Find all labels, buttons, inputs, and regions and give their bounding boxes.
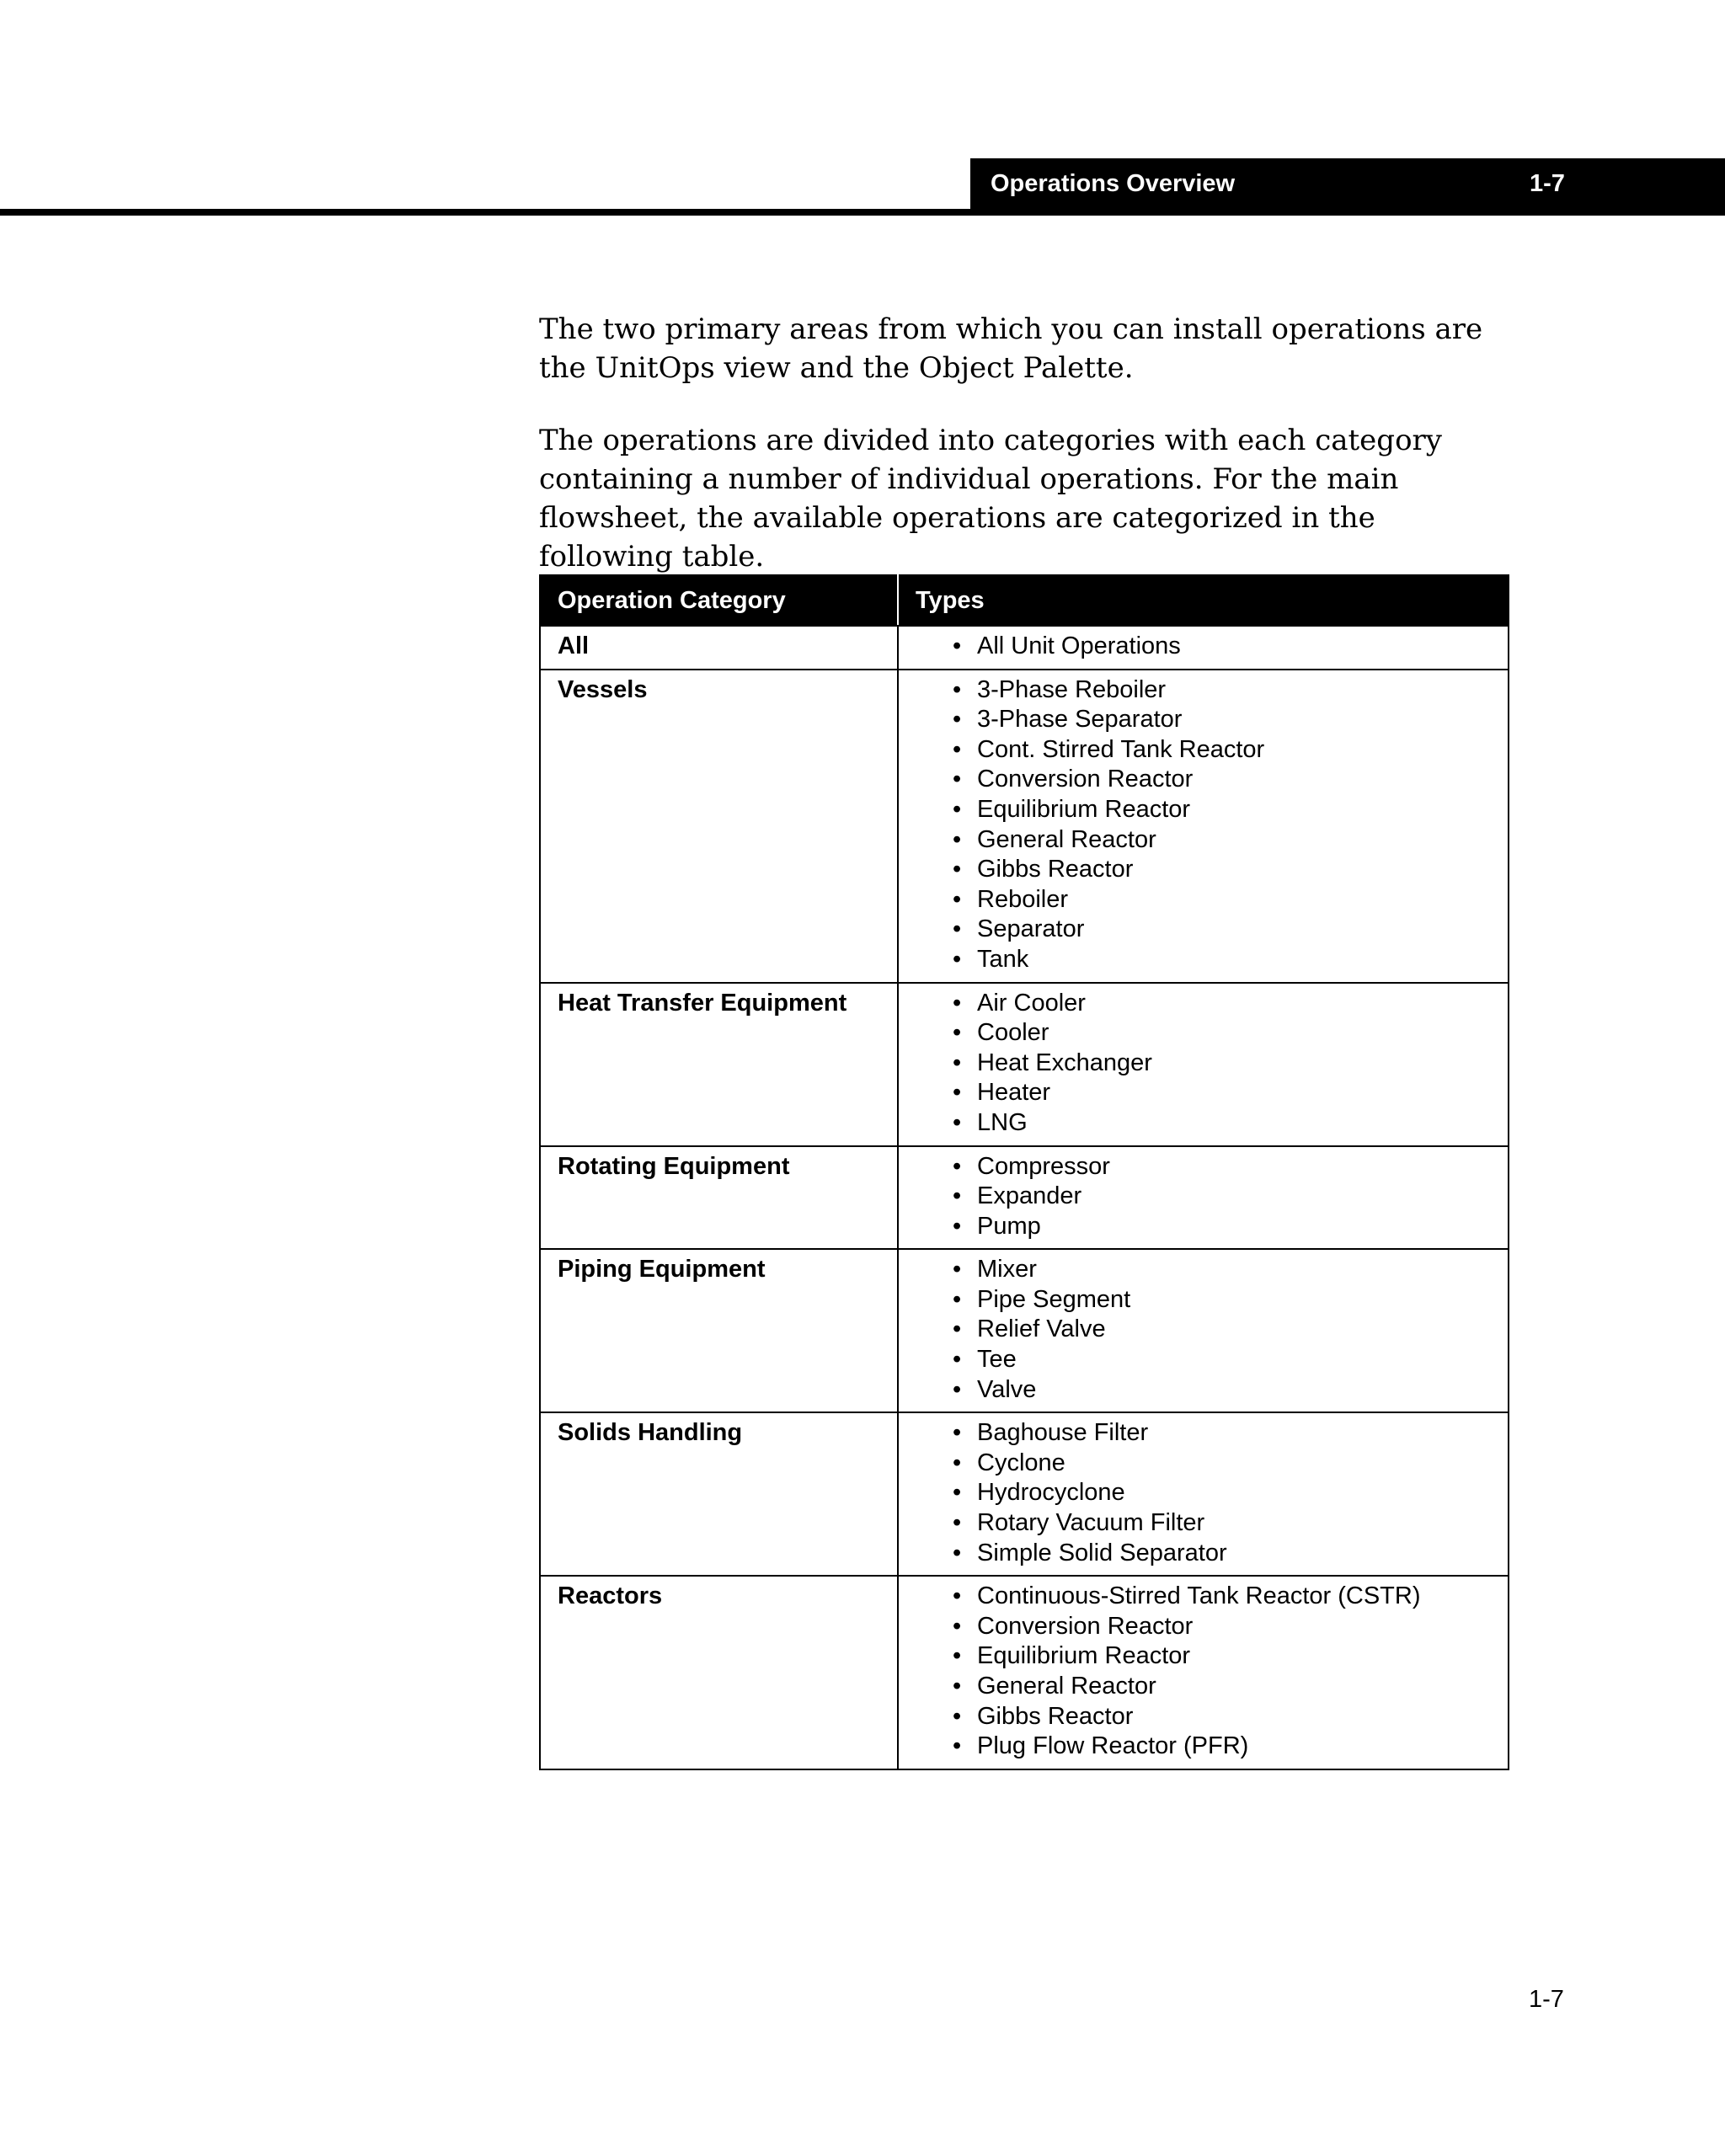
bullet-icon: • [953,1732,962,1760]
header-types: Types [898,575,1509,626]
type-label: Tee [977,1346,1017,1374]
type-label: Conversion Reactor [977,1612,1194,1640]
type-label: Conversion Reactor [977,766,1194,793]
type-label: Compressor [977,1152,1110,1180]
category-cell: All [540,626,898,670]
type-label: Hydrocyclone [977,1479,1125,1507]
list-item [899,855,1491,885]
bullet-icon: • [953,1182,962,1210]
list-item [899,1508,1491,1539]
bullet-icon: • [953,885,962,913]
bullet-icon: • [953,1419,962,1447]
list-item [899,1255,1491,1285]
bullet-icon: • [953,1612,962,1640]
list-item [899,675,1491,706]
type-label: Gibbs Reactor [977,856,1134,883]
bullet-icon: • [953,1449,962,1476]
types-cell [898,1146,1509,1250]
list-item [899,795,1491,825]
type-label: Gibbs Reactor [977,1702,1134,1730]
bullet-icon: • [953,632,962,659]
type-label: Valve [977,1375,1037,1403]
bullet-icon: • [953,706,962,734]
running-header [970,158,1725,216]
list-item [899,1702,1491,1732]
list-item [899,1078,1491,1108]
bullet-icon: • [953,1673,962,1700]
table-row [540,1576,1509,1769]
type-label: Cyclone [977,1449,1065,1476]
type-label: Equilibrium Reactor [977,795,1191,823]
type-label: Continuous-Stirred Tank Reactor (CSTR) [977,1582,1421,1610]
type-label: Reboiler [977,885,1068,913]
list-item [899,1478,1491,1508]
bullet-icon: • [953,1285,962,1313]
type-label: Cont. Stirred Tank Reactor [977,735,1265,763]
types-list [899,1582,1491,1762]
types-list [899,1255,1491,1405]
type-label: 3-Phase Reboiler [977,675,1167,703]
bullet-icon: • [953,735,962,763]
bullet-icon: • [953,1375,962,1403]
list-item [899,735,1491,766]
bullet-icon: • [953,1346,962,1374]
bullet-icon: • [953,1539,962,1566]
bullet-icon: • [953,1108,962,1136]
type-label: General Reactor [977,1673,1156,1700]
type-label: LNG [977,1108,1028,1136]
header-page-number: 1-7 [1530,170,1565,197]
category-cell: Solids Handling [540,1412,898,1576]
list-item [899,765,1491,795]
type-label: Baghouse Filter [977,1419,1149,1447]
bullet-icon: • [953,945,962,973]
header-operation-category: Operation Category [540,575,898,626]
bullet-icon: • [953,1315,962,1343]
intro-paragraph: The two primary areas from which you can install operations are the UnitOps view and the Object Palette. [539,312,1483,385]
list-item [899,1182,1491,1212]
type-label: 3-Phase Separator [977,706,1183,734]
category-cell: Heat Transfer Equipment [540,983,898,1146]
bullet-icon: • [953,766,962,793]
types-list [899,632,1491,662]
list-item [899,945,1491,975]
type-label: Separator [977,915,1085,943]
type-label: Heat Exchanger [977,1049,1152,1076]
type-label: Rotary Vacuum Filter [977,1509,1205,1537]
type-label: Expander [977,1182,1082,1210]
type-label: Tank [977,945,1029,973]
types-cell [898,670,1509,983]
table-row [540,1249,1509,1412]
table-header-row [540,575,1509,626]
types-list [899,989,1491,1139]
type-label: Pipe Segment [977,1285,1131,1313]
list-item [899,1375,1491,1406]
list-item [899,1315,1491,1345]
footer-page-number: 1-7 [1529,1986,1564,2013]
types-list [899,1152,1491,1242]
categories-paragraph: The operations are divided into categories with each category containing a number of individual operations. For the main flowsheet, the available operations are categorized in the following table. [539,424,1442,574]
list-item [899,1212,1491,1242]
type-label: Pump [977,1212,1041,1240]
list-item [899,1108,1491,1139]
bullet-icon: • [953,1582,962,1610]
list-item [899,825,1491,856]
bullet-icon: • [953,1079,962,1107]
table-row [540,983,1509,1146]
bullet-icon: • [953,856,962,883]
bullet-icon: • [953,1702,962,1730]
type-label: Equilibrium Reactor [977,1642,1191,1670]
bullet-icon: • [953,1152,962,1180]
bullet-icon: • [953,915,962,943]
list-item [899,885,1491,915]
bullet-icon: • [953,1019,962,1047]
operations-table [539,574,1509,1770]
type-label: Air Cooler [977,989,1086,1017]
list-item [899,1641,1491,1672]
table-row [540,1412,1509,1576]
list-item [899,915,1491,945]
list-item [899,1732,1491,1762]
bullet-icon: • [953,1256,962,1283]
list-item [899,1345,1491,1375]
bullet-icon: • [953,1642,962,1670]
types-cell [898,1412,1509,1576]
bullet-icon: • [953,825,962,853]
types-list [899,1418,1491,1568]
type-label: All Unit Operations [977,632,1181,659]
list-item [899,632,1491,662]
list-item [899,1539,1491,1569]
bullet-icon: • [953,675,962,703]
types-cell [898,1249,1509,1412]
bullet-icon: • [953,989,962,1017]
type-label: Cooler [977,1019,1049,1047]
bullet-icon: • [953,1212,962,1240]
bullet-icon: • [953,1049,962,1076]
type-label: Plug Flow Reactor (PFR) [977,1732,1249,1760]
category-cell: Rotating Equipment [540,1146,898,1250]
list-item [899,1612,1491,1642]
types-list [899,675,1491,975]
list-item [899,1418,1491,1449]
type-label: General Reactor [977,825,1156,853]
list-item [899,1049,1491,1079]
bullet-icon: • [953,795,962,823]
list-item [899,1152,1491,1182]
category-cell: Vessels [540,670,898,983]
type-label: Relief Valve [977,1315,1106,1343]
category-cell: Piping Equipment [540,1249,898,1412]
types-cell [898,626,1509,670]
table-row [540,1146,1509,1250]
list-item [899,1449,1491,1479]
type-label: Simple Solid Separator [977,1539,1227,1566]
list-item [899,1582,1491,1612]
list-item [899,1018,1491,1049]
types-cell [898,983,1509,1146]
types-cell [898,1576,1509,1769]
list-item [899,705,1491,735]
bullet-icon: • [953,1479,962,1507]
list-item [899,1285,1491,1315]
table-row [540,670,1509,983]
bullet-icon: • [953,1509,962,1537]
category-cell: Reactors [540,1576,898,1769]
type-label: Mixer [977,1256,1037,1283]
chapter-title: Operations Overview [991,170,1236,197]
table-row [540,626,1509,670]
type-label: Heater [977,1079,1051,1107]
list-item [899,1672,1491,1702]
list-item [899,989,1491,1019]
table-body [540,626,1509,1769]
